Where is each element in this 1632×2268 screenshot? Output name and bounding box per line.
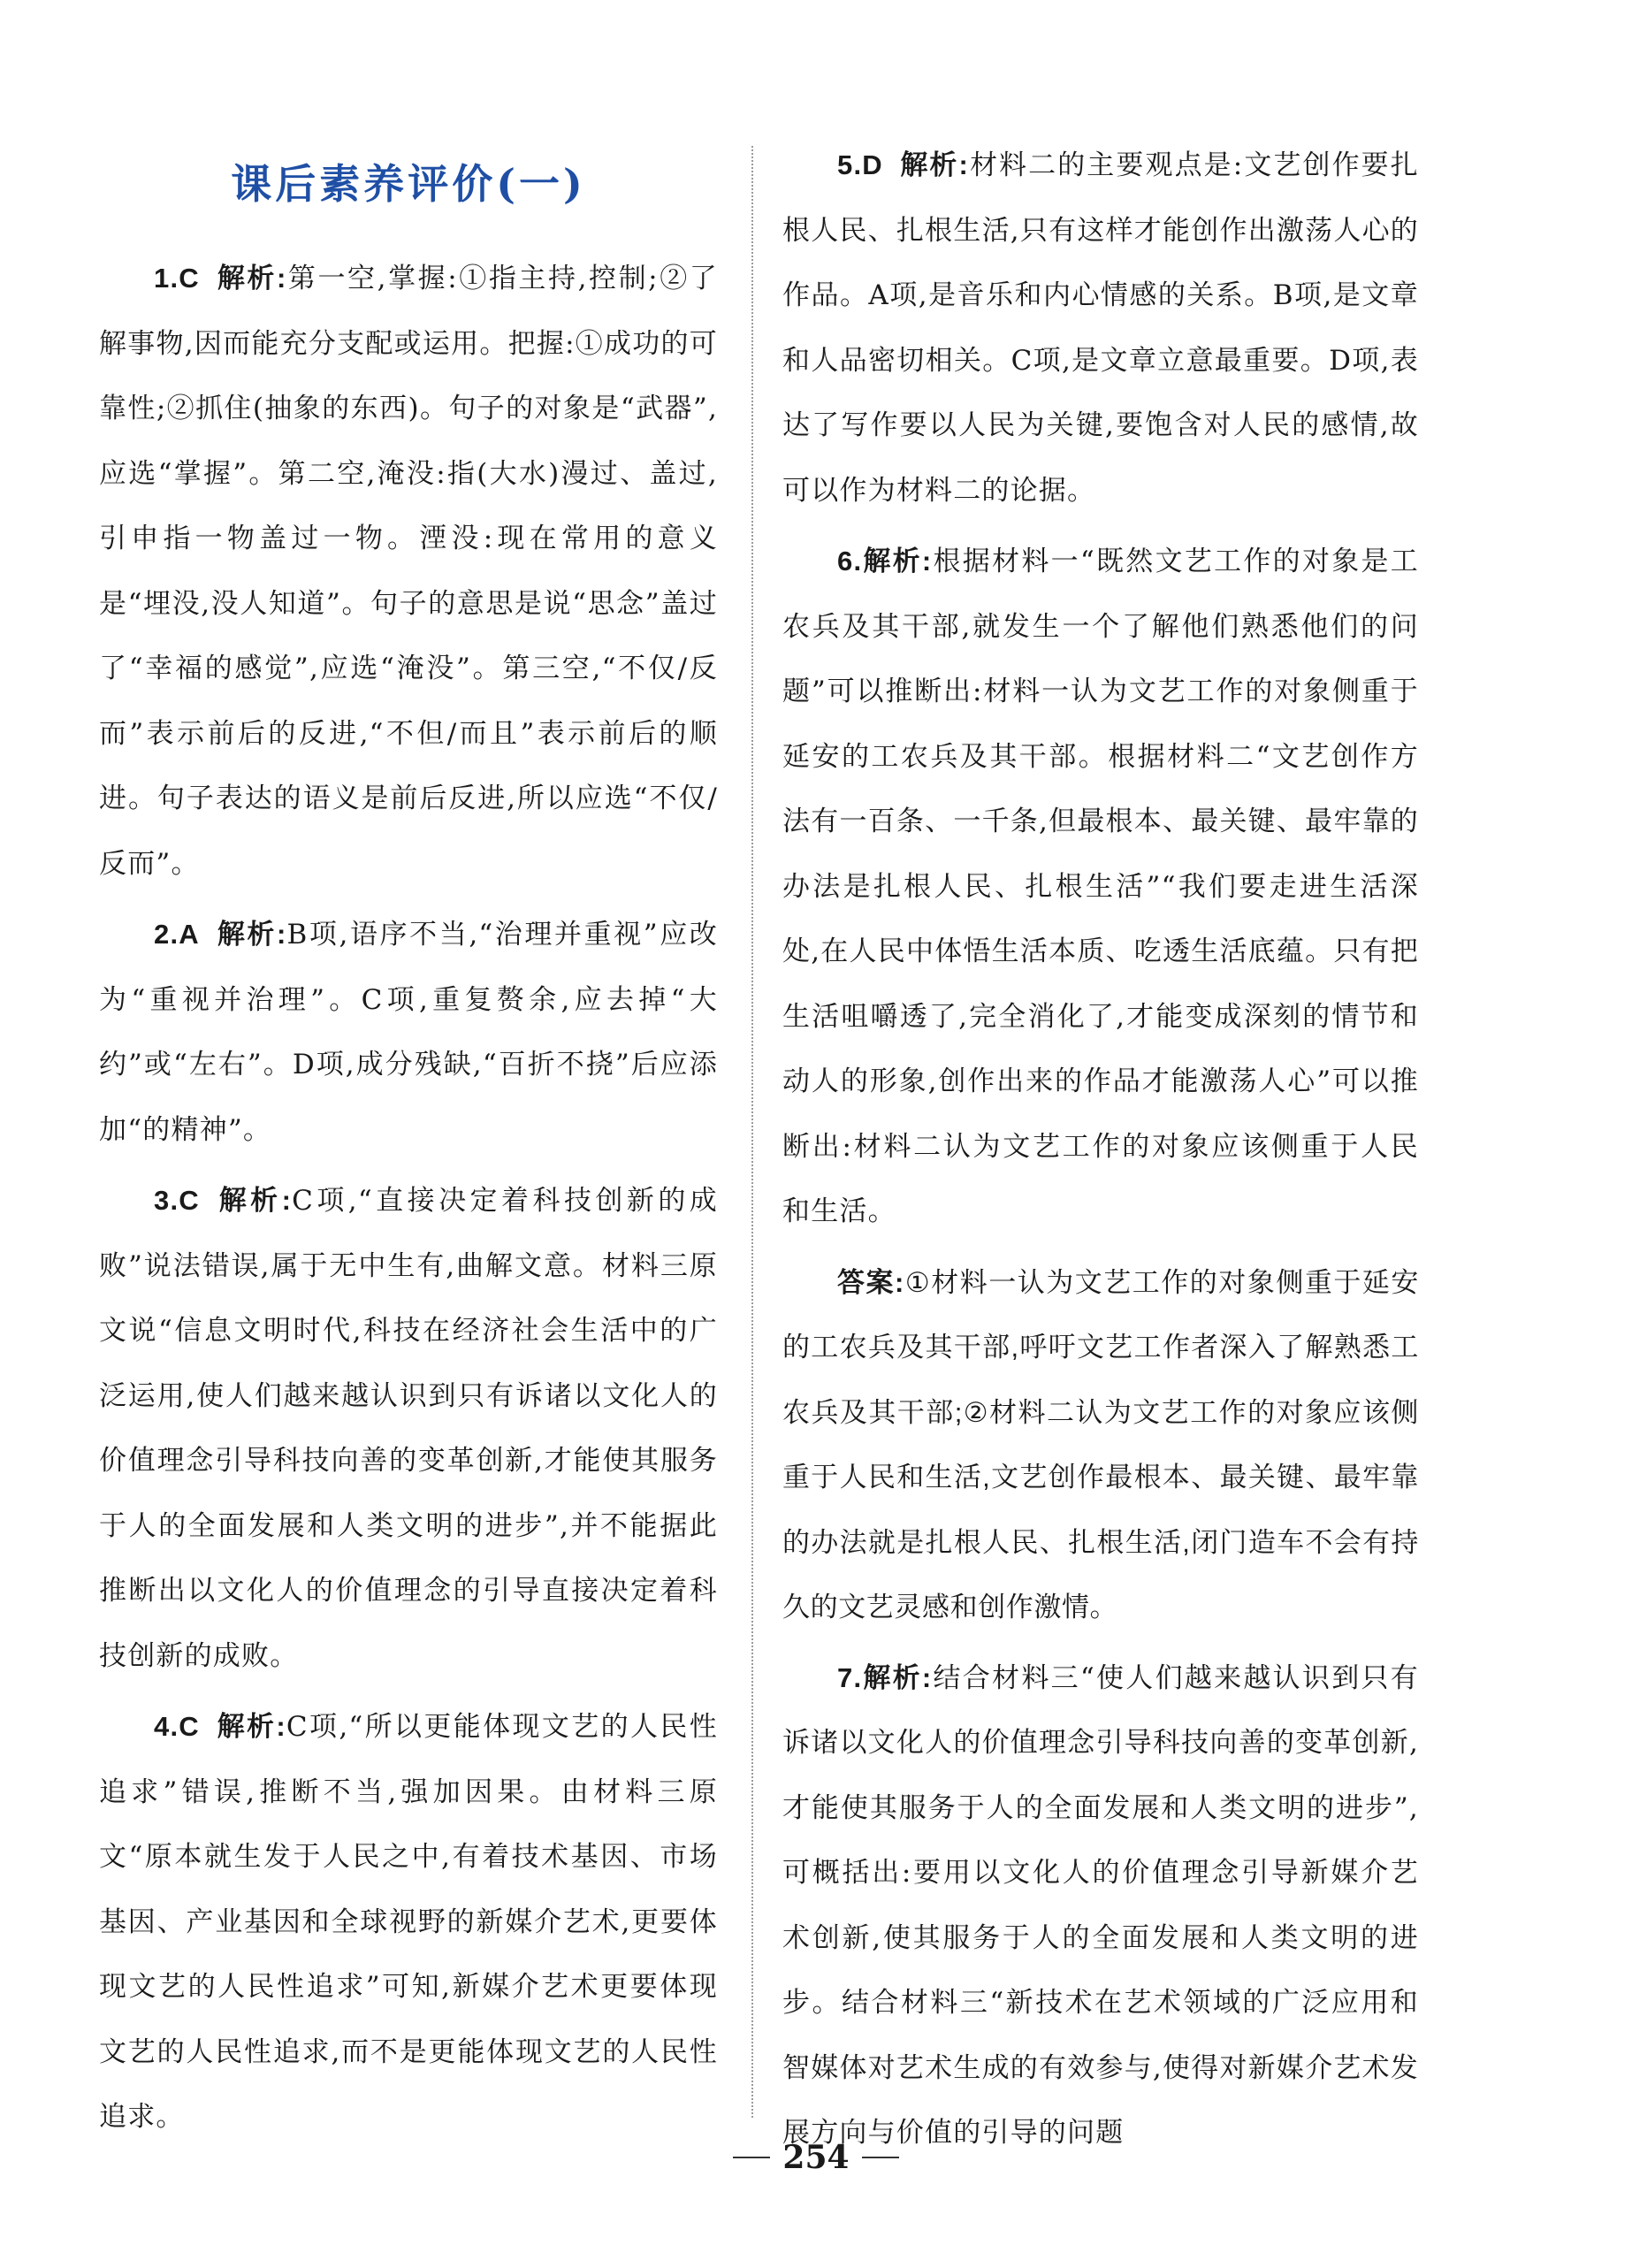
item-number: 6.: [837, 546, 863, 577]
answer-item-1: [99, 246, 718, 897]
item-text: C项,“所以更能体现文艺的人民性追求”错误,推断不当,强加因果。由材料三原文“原本就生发于人民之中,有着技术基因、市场基因、产业基因和全球视野的新媒介艺术,更要体现文艺的人民性追求”可知,新媒介艺术更要体现文艺的人民性追求,而不是更能体现文艺的人民性追求。: [99, 1711, 718, 2133]
item-text: 材料二的主要观点是:文艺创作要扎根人民、扎根生活,只有这样才能创作出激荡人心的作品。A项,是音乐和内心情感的关系。B项,是文章和人品密切相关。C项,是文章立意最重要。D项,表达了写作要以人民为关键,要饱含对人民的感情,故可以作为材料二的论据。: [782, 149, 1419, 507]
footer-dash-left: [733, 2157, 770, 2158]
page-footer: [0, 2138, 1632, 2176]
item-text: 第一空,掌握:①指主持,控制;②了解事物,因而能充分支配或运用。把握:①成功的可靠性;②抓住(抽象的东西)。句子的对象是“武器”,应选“掌握”。第二空,淹没:指(大水)漫过、盖过,引申指一物盖过一物。湮没:现在常用的意义是“埋没,没人知道”。句子的意思是说“思念”盖过了“幸福的感觉”,应选“淹没”。第三空,“不仅/反而”表示前后的反进,“不但/而且”表示前后的顺进。句子表达的语义是前后反进,所以应选“不仅/反而”。: [99, 263, 718, 880]
page-title: 课后素养评价(一): [231, 160, 586, 208]
item-text: 根据材料一“既然文艺工作的对象是工农兵及其干部,就发生一个了解他们熟悉他们的问题”可以推断出:材料一认为文艺工作的对象侧重于延安的工农兵及其干部。根据材料二“文艺创作方法有一百条、一千条,但最根本、最关键、最牢靠的办法是扎根人民、扎根生活”“我们要走进生活深处,在人民中体悟生活本质、吃透生活底蕴。只有把生活咀嚼透了,完全消化了,才能变成深刻的情节和动人的形象,创作出来的作品才能激荡人心”可以推断出:材料二认为文艺工作的对象应该侧重于人民和生活。: [782, 546, 1419, 1227]
answer-item-5: [782, 133, 1419, 523]
answer-text: ①材料一认为文艺工作的对象侧重于延安的工农兵及其干部,呼吁文艺工作者深入了解熟悉工农兵及其干部;②材料二认为文艺工作的对象应该侧重于人民和生活,文艺创作最根本、最关键、最牢靠的办法就是扎根人民、扎根生活,闭门造车不会有持久的文艺灵感和创作激情。: [782, 1266, 1419, 1623]
item-number: 4.C: [154, 1711, 200, 1742]
item-number: 7.: [837, 1661, 863, 1693]
item-text: B项,语序不当,“治理并重视”应改为“重视并治理”。C项,重复赘余,应去掉“大约”或“左右”。D项,成分残缺,“百折不挠”后应添加“的精神”。: [99, 919, 718, 1146]
item-number: 5.D: [837, 149, 883, 180]
item-label: 解析:: [216, 1711, 286, 1742]
answer-item-7: [782, 1646, 1419, 2166]
item-label: 解析:: [216, 919, 287, 950]
left-column: [99, 133, 718, 2156]
answer-item-3: [99, 1168, 718, 1689]
item-label: 解析:: [862, 546, 933, 577]
answer-item-6-answer: [782, 1250, 1419, 1640]
item-number: 3.C: [154, 1185, 200, 1216]
page-number: 254: [782, 2139, 850, 2176]
item-label: 解析:: [899, 149, 970, 180]
item-label: 解析:: [216, 1185, 293, 1216]
item-label: 解析:: [862, 1661, 933, 1693]
item-label: 解析:: [216, 263, 287, 294]
answer-item-6: [782, 529, 1419, 1245]
item-text: C项,“直接决定着科技创新的成败”说法错误,属于无中生有,曲解文意。材料三原文说“信息文明时代,科技在经济社会生活中的广泛运用,使人们越来越认识到只有诉诸以文化人的价值理念引导科技向善的变革创新,才能使其服务于人的全面发展和人类文明的进步”,并不能据此推断出以文化人的价值理念的引导直接决定着科技创新的成败。: [99, 1185, 718, 1672]
item-number: 1.C: [154, 263, 200, 294]
answer-label: 答案:: [837, 1266, 904, 1298]
column-divider: [751, 146, 753, 2118]
item-number: 2.A: [154, 919, 200, 950]
footer-dash-right: [862, 2157, 899, 2158]
item-text: 结合材料三“使人们越来越认识到只有诉诸以文化人的价值理念引导科技向善的变革创新,才能使其服务于人的全面发展和人类文明的进步”,可概括出:要用以文化人的价值理念引导新媒介艺术创新,使其服务于人的全面发展和人类文明的进步。结合材料三“新技术在艺术领域的广泛应用和智媒体对艺术生成的有效参与,使得对新媒介艺术发展方向与价值的引导的问题: [782, 1661, 1419, 2149]
answer-item-2: [99, 902, 718, 1163]
answer-item-4: [99, 1694, 718, 2150]
right-column: [782, 133, 1419, 2172]
